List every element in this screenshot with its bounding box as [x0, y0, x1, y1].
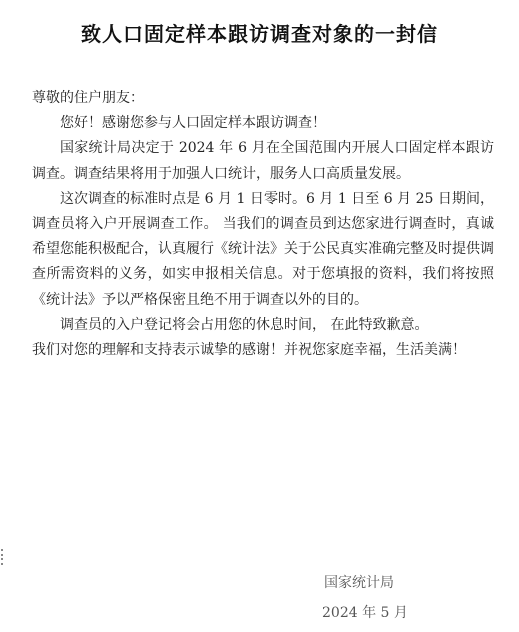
- margin-dots-icon: [1, 549, 4, 565]
- paragraph-apology: 调查员的入户登记将会占用您的休息时间， 在此特致歉意。: [60, 316, 429, 333]
- paragraph-announcement: 国家统计局决定于 2024 年 6 月在全国范围内开展人口固定样本跟访调查。调查结果将用于加强人口统计，服务人口高质量发展。: [32, 140, 494, 182]
- letter-body: [32, 86, 494, 363]
- paragraph-closing: 我们对您的理解和支持表示诚挚的感谢！并祝您家庭幸福，生活美满！: [32, 342, 466, 359]
- letter-title: 致人口固定样本跟访调查对象的一封信: [81, 22, 438, 46]
- paragraph-survey-details: 这次调查的标准时点是 6 月 1 日零时。6 月 1 日至 6 月 25 日期间，调查员将入户开展调查工作。 当我们的调查员到达您家进行调查时，真诚希望您能积极配合，认真履行《统计法》关于公民真实准确完整及时提供调查所需资料的义务，如实申报相关信息。对于您填报的资料，我们将按照《统计法》予以严格保密且绝不用于调查以外的目的。: [32, 190, 494, 308]
- salutation: 尊敬的住户朋友：: [32, 90, 144, 106]
- signature-block: [322, 568, 408, 628]
- paragraph-greeting: 您好！感谢您参与人口固定样本跟访调查！: [60, 115, 326, 132]
- signature-organization: 国家统计局: [324, 575, 394, 591]
- signature-date: 2024 年 5 月: [322, 605, 408, 621]
